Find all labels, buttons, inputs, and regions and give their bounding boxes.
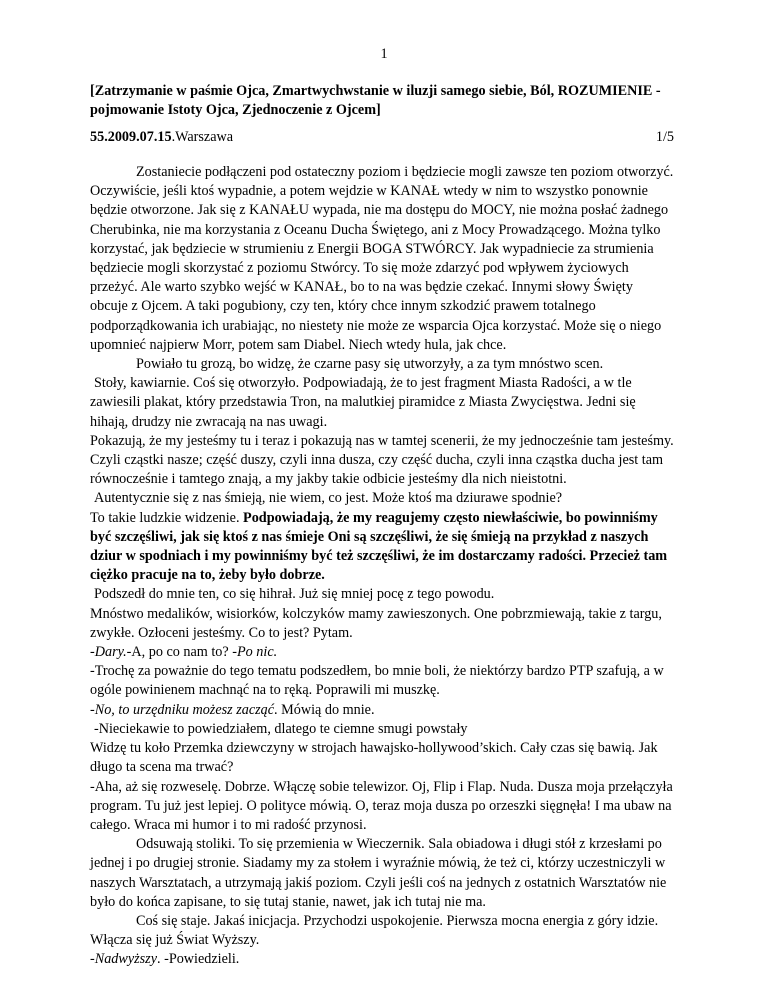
dialogue-text: . -Powiedzieli. (157, 951, 240, 968)
page-number: 1 (380, 46, 388, 62)
paragraph: -Nieciekawie to powiedziałem, dlatego te ciemne smugi powstały (94, 720, 468, 737)
dialogue-italic: -Po nic. (232, 644, 278, 661)
paragraph: Coś się staje. Jakaś inicjacja. Przychodzi uspokojenie. Pierwsza mocna energia z góry idzie. Włącza się już Świat Wyższy. (90, 912, 659, 949)
paragraph: Widzę tu koło Przemka dziewczyny w strojach hawajsko-hollywood’skich. Cały czas się bawią. Jak długo ta scena ma trwać? (90, 740, 658, 776)
paragraph (90, 950, 674, 969)
paragraph (90, 509, 674, 586)
paragraph (90, 643, 674, 662)
page-of-indicator: 1/5 (655, 129, 674, 145)
dateline (90, 128, 674, 147)
dialogue-italic: -Dary. (90, 644, 127, 661)
entry-number: 55.2009.07.15 (90, 129, 172, 145)
paragraph: Zostaniecie podłączeni pod ostateczny poziom i będziecie mogli zawsze ten poziom otworzyć. Oczywiście, jeśli ktoś wypadnie, a potem wejdzie w KANAŁ wtedy w nim to wszystko ponownie będzie otworzone. Jak się z KANAŁU wypada, nie ma dostępu do MOCY, nie można posłać żadnego Cherubinka, nie ma korzystania z Oceanu Ducha Świętego, ani z Mocy Prowadzącego. Można tylko korzystać, jak będziecie w strumieniu z Energii BOGA STWÓRCY. Jak wypadniecie za strumienia będziecie mogli skorzystać z poziomu Stwórcy. To się może zdarzyć pod wpływem życiowych przeżyć. Ale warto szybko wejść w KANAŁ, bo to na was będzie czekać. Innymi słowy Święty obcuje z Ojcem. A taki pogubiony, czy ten, który chce innym szkodzić prawem totalnego podporządkowania ich urabiając, no niestety nie może ze wsparcia Ojca korzystać. Może się o niego upomnieć najpierw Morr, potem sam Diabel. Niech wtedy hula, jak chce. (90, 164, 674, 353)
paragraph-text: To takie ludzkie widzenie. (90, 509, 244, 526)
dialogue-text: -A, po co nam to? (126, 644, 233, 661)
paragraph: -Trochę za poważnie do tego tematu podszedłem, bo mnie boli, że niektórzy bardzo PTP szafują, a w ogóle powinienem machnąć na to ręką. Poprawili mi muszkę. (90, 663, 664, 699)
entry-place: .Warszawa (171, 129, 234, 145)
dialogue-italic: -Nadwyższy (90, 951, 157, 968)
dialogue-italic: -No, to urzędniku możesz zacząć (90, 701, 275, 718)
paragraph: Autentycznie się z nas śmieją, nie wiem, co jest. Może ktoś ma dziurawe spodnie? (94, 490, 563, 507)
dialogue-text: . Mówią do mnie. (274, 701, 375, 718)
paragraph: Stoły, kawiarnie. Coś się otworzyło. Podpowiadają, że to jest fragment Miasta Radości, a w tle zawiesili plakat, który przedstawia Tron, na malutkiej piramidce z Miasta Zwycięstwa. Jedni się hihają, drudzy nie zwracają na nas uwagi. (90, 375, 636, 430)
paragraph: Odsuwają stoliki. To się przemienia w Wieczernik. Sala obiadowa i długi stół z krzesłami po jednej i po drugiej stronie. Siadamy my za stołem i wyraźnie mówią, że też ci, którzy uczestniczyli w naszych Warsztatach, a utrzymają jakiś poziom. Czyli jeśli coś na jednych z ostatnich Warsztatów nie było do końca zapisane, to się tutaj stanie, nawet, jak ich tutaj nie ma. (90, 836, 667, 910)
document-body (90, 163, 674, 970)
document-header: [Zatrzymanie w paśmie Ojca, Zmartwychwstanie w iluzji samego siebie, Ból, ROZUMIENIE -pojmowanie Istoty Ojca, Zjednoczenie z Ojcem] (90, 83, 661, 119)
paragraph: -Aha, aż się rozweselę. Dobrze. Włączę sobie telewizor. Oj, Flip i Flap. Nuda. Dusza moja przełączyła program. Tu już jest lepiej. O polityce mówią. O, teraz moja dusza po orzeszki sięgnęła! I ma ubaw na całego. Wraca mi humor i to mi radość przynosi. (90, 778, 673, 833)
paragraph: Pokazują, że my jesteśmy tu i teraz i pokazują nas w tamtej scenerii, że my jednocześnie tam jesteśmy. Czyli cząstki nasze; część duszy, czyli inna dusza, czy część ducha, czyli inna cząstka ducha jest tam równocześnie i tamtego znają, a my jakby takie odbicie jesteśmy dla nich nieistotni. (90, 432, 674, 488)
paragraph (90, 701, 674, 720)
paragraph: Mnóstwo medalików, wisiorków, kolczyków mamy zawieszonych. One pobrzmiewają, takie z targu, zwykłe. Ozłoceni jesteśmy. Co to jest? Pytam. (90, 605, 662, 641)
paragraph: Powiało tu grozą, bo widzę, że czarne pasy się utworzyły, a za tym mnóstwo scen. (136, 356, 604, 373)
paragraph: Podszedł do mnie ten, co się hihrał. Już się mniej pocę z tego powodu. (94, 586, 495, 603)
paragraph-bold-text: Podpowiadają, że my reagujemy często niewłaściwie, bo powinniśmy być szczęśliwi, jak się ktoś z nas śmieje Oni są szczęśliwi, że się śmieją na przykład z naszych dziur w spodniach i my powinniśmy być też szczęśliwi, że im dostarczamy radości. Przecież tam ciężko pracuje na to, żeby było dobrze. (90, 509, 668, 584)
